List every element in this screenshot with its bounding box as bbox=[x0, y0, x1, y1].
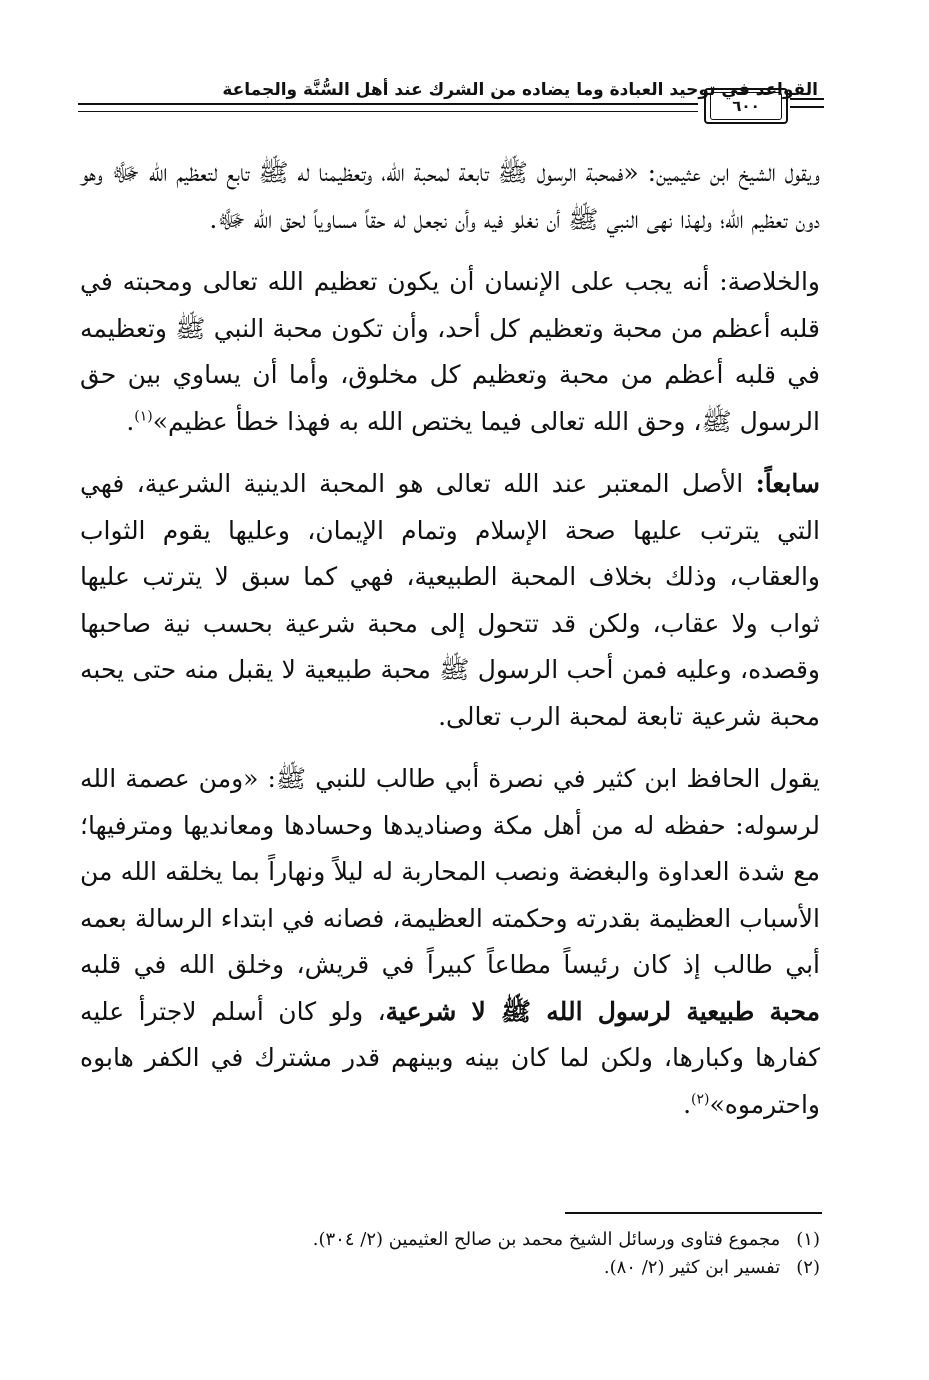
page-number: ٦٠٠ bbox=[710, 92, 782, 120]
footnotes bbox=[80, 1226, 820, 1282]
footnote-2-number: (٢) bbox=[796, 1257, 820, 1278]
header-ornament bbox=[790, 98, 824, 114]
paragraph-4-text-a: يقول الحافظ ابن كثير في نصرة أبي طالب للنبي ﷺ: «ومن عصمة الله لرسوله: حفظه له من أهل مكة وصناديدها وحسادها ومعانديها ومترفيها؛ مع شدة العداوة والبغضة ونصب المحاربة له ليلاً ونهاراً بما يخلقه الله من الأسباب العظيمة بقدرته وحكمته العظيمة، فصانه في ابتداء الرسالة بعمه أبي طالب إذ كان رئيساً مطاعاً كبيراً في قريش، وخلق الله في قلبه bbox=[80, 764, 820, 979]
footnote-2 bbox=[80, 1254, 820, 1282]
footnote-1-number: (١) bbox=[796, 1229, 820, 1250]
header-rule-top bbox=[78, 103, 698, 105]
paragraph-2-text: والخلاصة: أنه يجب على الإنسان أن يكون تعظيم الله تعالى ومحبته في قلبه أعظم من محبة وتعظيم كل أحد، وأن تكون محبة النبي ﷺ وتعظيمه في قلبه أعظم من محبة وتعظيم كل مخلوق، وأما أن يساوي بين حق الرسول ﷺ، وحق الله تعالى فيما يختص الله به فهذا خطأ عظيم» bbox=[80, 267, 820, 436]
paragraph-3-text: الأصل المعتبر عند الله تعالى هو المحبة الدينية الشرعية، فهي التي يترتب عليها صحة الإسلام وتمام الإيمان، وعليها يقوم الثواب والعقاب، وذلك بخلاف المحبة الطبيعية، فهي كما سبق لا يترتب عليها ثواب ولا عقاب، ولكن قد تتحول إلى محبة شرعية بحسب نية صاحبها وقصده، وعليه فمن أحب الرسول ﷺ محبة طبيعية لا يقبل منه حتى يحبه محبة شرعية تابعة لمحبة الرب تعالى. bbox=[80, 469, 820, 731]
paragraph-4-bold: محبة طبيعية لرسول الله ﷺ لا شرعية bbox=[385, 996, 820, 1026]
paragraph-4-text-b: ، ولو كان أسلم لاجترأ عليه كفارها وكبارها، ولكن لما كان بينه وبينهم قدر مشترك في الكفر هابوه واحترموه» bbox=[80, 996, 820, 1119]
footnote-ref-1: (١) bbox=[134, 408, 153, 425]
paragraph-4-end: . bbox=[683, 1089, 692, 1119]
footnote-2-text: تفسير ابن كثير (٢/ ٨٠). bbox=[603, 1257, 781, 1278]
paragraph-3 bbox=[80, 461, 820, 740]
page-number-box bbox=[704, 88, 788, 124]
paragraph-2-end: . bbox=[126, 406, 135, 436]
book-title: القواعد في توحيد العبادة وما يضاده من الشرك عند أهل السُّنَّة والجماعة bbox=[222, 80, 818, 100]
footnote-1 bbox=[80, 1226, 820, 1254]
footnote-1-text: مجموع فتاوى ورسائل الشيخ محمد بن صالح العثيمين (٢/ ٣٠٤). bbox=[312, 1229, 781, 1250]
footnote-ref-2: (٢) bbox=[691, 1091, 710, 1108]
paragraph-1: ويقول الشيخ ابن عثيمين: «فمحبة الرسول ﷺ تابعة لمحبة الله، وتعظيمنا له ﷺ تابع لتعظيم الله ﷻ وهو دون تعظيم الله؛ ولهذا نهى النبي ﷺ أن نغلو فيه وأن نجعل له حقاً مساوياً لحق الله ﷻ. bbox=[80, 158, 820, 234]
paragraph-2 bbox=[80, 259, 820, 445]
footnote-separator bbox=[565, 1212, 822, 1214]
page-body bbox=[80, 150, 820, 1128]
paragraph-3-lead: سابعاً: bbox=[755, 469, 820, 498]
paragraph-4 bbox=[80, 756, 820, 1128]
header-rule-bottom bbox=[78, 111, 698, 112]
